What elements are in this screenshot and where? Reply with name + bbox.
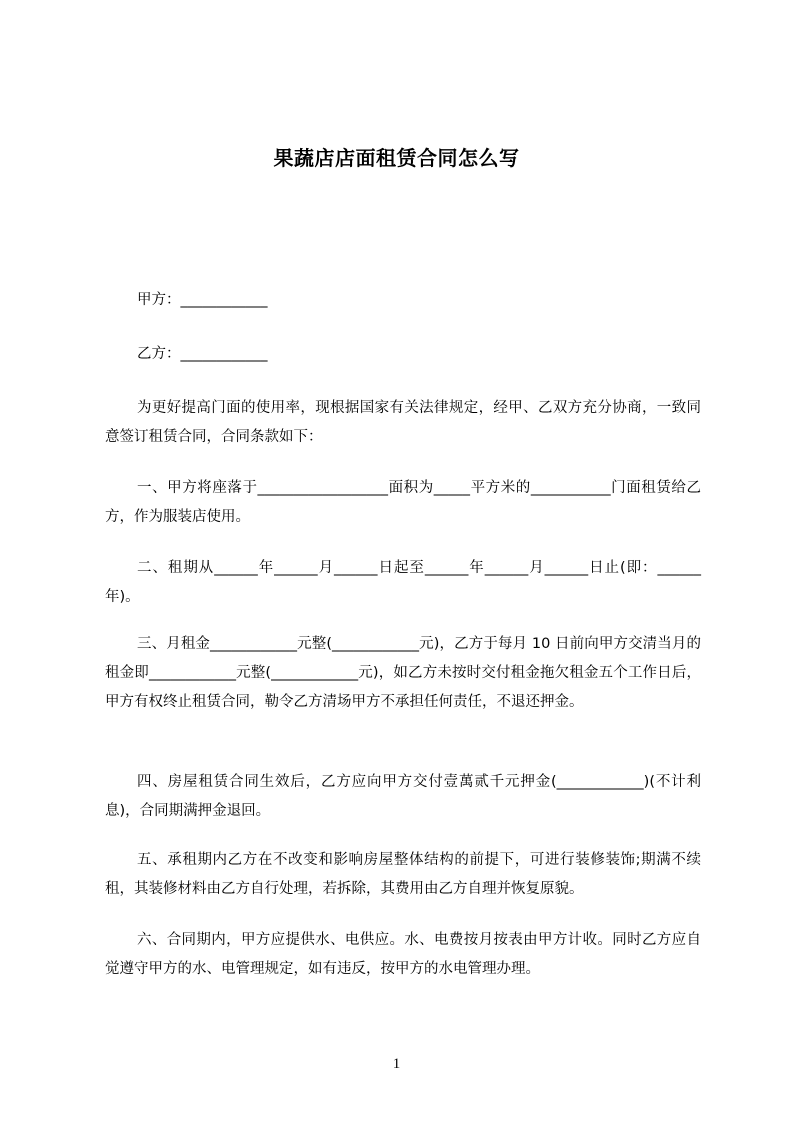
party-a-line: 甲方：____________ [137,292,268,308]
clause-2-paragraph: 二、租期从______年______月______日起至______年______月______日止(即：______年)。 [105,560,701,605]
document-title: 果蔬店店面租赁合同怎么写 [273,146,520,170]
intro-paragraph: 为更好提高门面的使用率，现根据国家有关法律规定，经甲、乙双方充分协商，一致同意签订租赁合同，合同条款如下： [105,400,701,445]
clause-5-paragraph: 五、承租期内乙方在不改变和影响房屋整体结构的前提下，可进行装修装饰;期满不续租，其装修材料由乙方自行处理，若拆除，其费用由乙方自理并恢复原貌。 [105,852,701,897]
party-b-line: 乙方：____________ [137,346,268,362]
page-number: 1 [392,1056,401,1072]
clause-3-paragraph: 三、月租金____________元整(____________元)，乙方于每月 10 日前向甲方交清当月的租金即____________元整(____________元)，如乙方未按时交付租金拖欠租金五个工作日后，甲方有权终止租赁合同，勒令乙方清场甲方不承担任何责任，不退还押金。 [105,636,701,710]
clause-1-paragraph: 一、甲方将座落于__________________面积为_____平方米的___________门面租赁给乙方，作为服装店使用。 [105,480,701,525]
clause-4-paragraph: 四、房屋租赁合同生效后，乙方应向甲方交付壹萬贰千元押金(____________)(不计利息)，合同期满押金退回。 [105,774,701,819]
clause-6-paragraph: 六、合同期内，甲方应提供水、电供应。水、电费按月按表由甲方计收。同时乙方应自觉遵守甲方的水、电管理规定，如有违反，按甲方的水电管理办理。 [105,932,701,977]
